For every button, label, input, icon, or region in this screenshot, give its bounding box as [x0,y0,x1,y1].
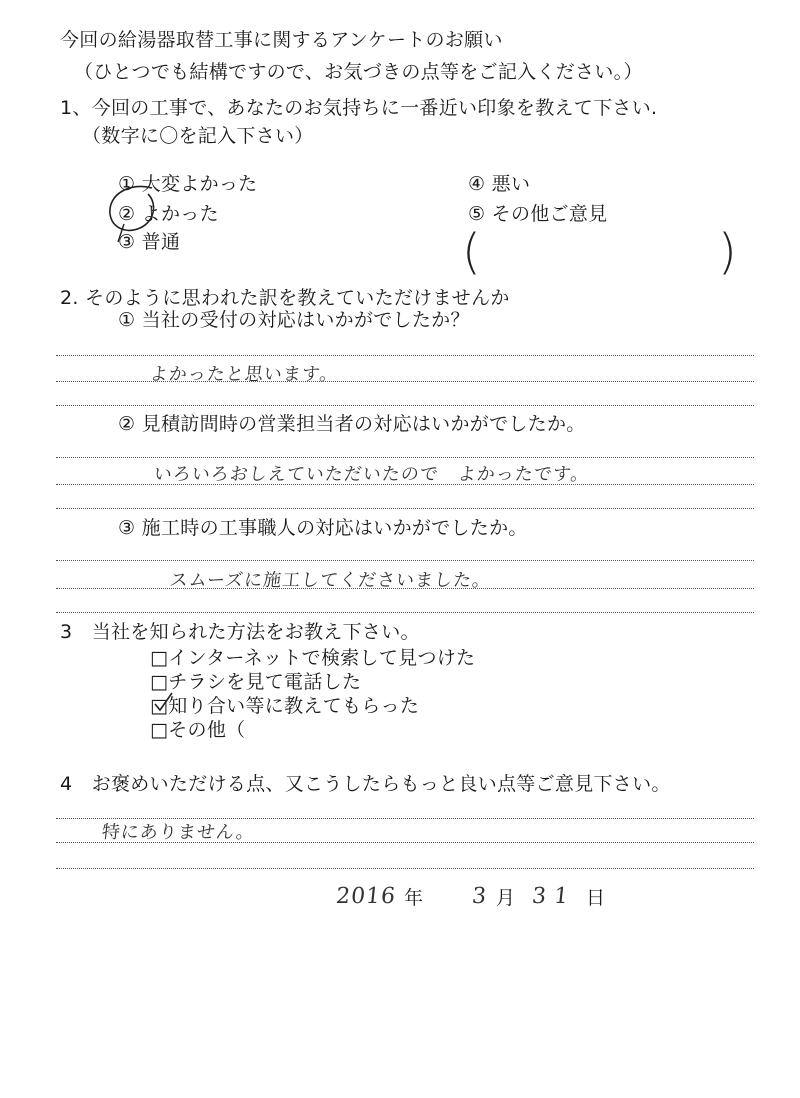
date-day-unit: 日 [586,887,606,909]
q2-answer-2[interactable]: いろいろおしえていただいたので よかったです。 [152,464,591,485]
q3-question: 3 当社を知られた方法をお教え下さい。 [60,621,420,643]
answer-line [56,842,754,843]
q1-option-5[interactable]: ⑤ その他ご意見 [468,203,608,225]
answer-line [56,508,754,509]
q4-question: 4 お褒めいただける点、又こうしたらもっと良い点等ご意見下さい。 [60,773,671,795]
checkmark-icon [150,690,178,718]
date-month-unit: 月 [496,887,516,909]
date-year-unit: 年 [404,887,424,909]
q4-answer[interactable]: 特にありません。 [100,822,257,843]
q2-sub1: ① 当社の受付の対応はいかがでしたか？ [118,309,470,331]
q1-other-paren-close: ) [718,224,737,280]
q2-answer-3[interactable]: スムーズに施工してくださいました。 [168,570,493,591]
q2-sub2: ② 見積訪問時の営業担当者の対応はいかがでしたか。 [118,413,586,435]
q2-question: 2. そのように思われた訳を教えていただけませんか [60,287,510,309]
date-month[interactable]: 3 [470,884,489,909]
answer-line [56,612,754,613]
q3-option-internet[interactable]: □インターネットで検索して見つけた [150,647,476,669]
answer-line [56,457,754,458]
q2-sub3: ③ 施工時の工事職人の対応はいかがでしたか。 [118,517,528,539]
q3-option-referral[interactable]: □知り合い等に教えてもらった [150,695,420,717]
answer-line [56,560,754,561]
q3-option-other[interactable]: □その他（ [150,719,246,741]
date-day[interactable]: 31 [530,884,578,909]
answer-line [56,405,754,406]
answer-line [56,588,754,589]
q1-instruction: （数字に〇を記入下さい） [82,125,314,147]
q3-option-flyer[interactable]: □チラシを見て電話した [150,671,362,693]
q1-option-1[interactable]: ① 大変よかった [118,173,258,195]
answer-line [56,868,754,869]
q1-question: 1、今回の工事で、あなたのお気持ちに一番近い印象を教えて下さい. [60,97,658,119]
q1-option-2[interactable]: ② よかった [118,203,219,225]
q1-option-3[interactable]: ③ 普通 [118,231,181,253]
q1-option-4[interactable]: ④ 悪い [468,173,531,195]
survey-title: 今回の給湯器取替工事に関するアンケートのお願い [60,29,503,51]
selection-circle-icon [100,180,170,250]
q1-other-paren-open: ( [462,224,481,280]
answer-line [56,484,754,485]
survey-subtitle: （ひとつでも結構ですので、お気づきの点等をご記入ください。） [74,61,643,83]
q2-answer-1[interactable]: よかったと思います。 [148,364,340,385]
answer-line [56,355,754,356]
date-year[interactable]: 2016 [334,884,398,909]
answer-line [56,381,754,382]
